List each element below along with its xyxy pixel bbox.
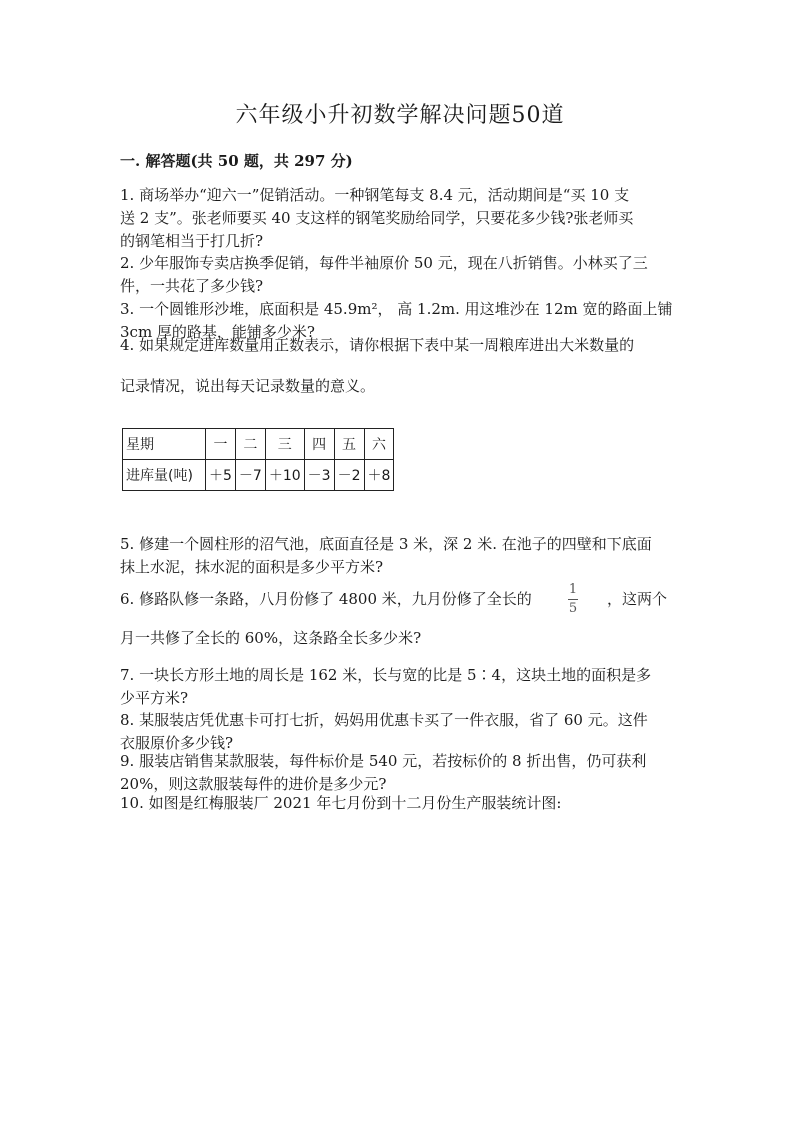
question-6-line: 月一共修了全长的 60%，这条路全长多少米?	[120, 629, 422, 647]
question-2	[120, 252, 680, 298]
question-4-line: 4. 如果规定进库数量用正数表示，请你根据下表中某一周粮库进出大米数量的	[120, 336, 635, 354]
fraction-one-fifth	[568, 582, 578, 617]
question-7-line: 少平方米?	[120, 689, 189, 707]
question-9	[120, 750, 680, 796]
question-6-text: ，这两个	[607, 590, 668, 608]
table-value-cell: ＋5	[206, 460, 236, 491]
question-8-line: 8. 某服装店凭优惠卡可打七折，妈妈用优惠卡买了一件衣服，省了 60 元。这件	[120, 711, 648, 729]
table-row	[123, 460, 394, 491]
question-3-line: 3cm 厚的路基，能铺多少米?	[120, 323, 315, 341]
table-value-cell: ＋10	[265, 460, 304, 491]
fraction-denominator: 5	[568, 601, 578, 616]
question-5	[120, 533, 680, 579]
question-7	[120, 664, 680, 710]
table-value-cell: －7	[235, 460, 265, 491]
question-10	[120, 792, 680, 815]
grain-storage-table	[122, 428, 394, 491]
question-8-line: 衣服原价多少钱?	[120, 734, 234, 752]
question-9-line: 9. 服装店销售某款服装，每件标价是 540 元，若按标价的 8 折出售，仍可获利	[120, 752, 647, 770]
table-day-cell: 六	[364, 429, 394, 460]
question-2-line: 件，一共花了多少钱?	[120, 277, 264, 295]
question-7-line: 7. 一块长方形土地的周长是 162 米，长与宽的比是 5∶4，这块土地的面积是多	[120, 666, 652, 684]
table-day-cell: 四	[304, 429, 334, 460]
question-1-line: 送 2 支”。张老师要买 40 支这样的钢笔奖励给同学，只要花多少钱?张老师买	[120, 209, 634, 227]
table-value-cell: ＋8	[364, 460, 394, 491]
table-day-cell: 五	[334, 429, 364, 460]
question-1	[120, 184, 680, 253]
question-6-text: 6. 修路队修一条路，八月份修了 4800 米，九月份修了全长的	[120, 590, 532, 608]
question-2-line: 2. 少年服饰专卖店换季促销，每件半袖原价 50 元，现在八折销售。小林买了三	[120, 254, 648, 272]
table-value-cell: －2	[334, 460, 364, 491]
question-1-line: 1. 商场举办“迎六一”促销活动。一种钢笔每支 8.4 元，活动期间是“买 10 支	[120, 186, 630, 204]
table-day-cell: 二	[235, 429, 265, 460]
table-header-cell: 星期	[123, 429, 206, 460]
question-8	[120, 709, 680, 755]
question-9-line: 20%，则这款服装每件的进价是多少元?	[120, 775, 387, 793]
table-day-cell: 三	[265, 429, 304, 460]
question-4	[120, 334, 680, 398]
question-6-line	[120, 588, 680, 611]
question-1-line: 的钢笔相当于打几折?	[120, 232, 264, 250]
page-title: 六年级小升初数学解决问题50道	[235, 103, 565, 128]
fraction-numerator: 1	[568, 582, 578, 597]
question-3-line: 3. 一个圆锥形沙堆，底面积是 45.9m²， 高 1.2m. 用这堆沙在 12m 宽的路面上铺	[120, 300, 673, 318]
question-5-line: 抹上水泥，抹水泥的面积是多少平方米?	[120, 558, 384, 576]
question-10-line: 10. 如图是红梅服装厂 2021 年七月份到十二月份生产服装统计图:	[120, 794, 562, 812]
fraction-bar	[568, 599, 578, 600]
question-4-line: 记录情况，说出每天记录数量的意义。	[120, 377, 376, 395]
section-heading: 一. 解答题(共 50 题，共 297 分)	[120, 152, 353, 170]
table-header-cell: 进库量(吨)	[123, 460, 206, 491]
table-value-cell: －3	[304, 460, 334, 491]
question-5-line: 5. 修建一个圆柱形的沼气池，底面直径是 3 米，深 2 米. 在池子的四壁和下底面	[120, 535, 652, 553]
question-6	[120, 582, 680, 648]
table-row	[123, 429, 394, 460]
table-day-cell: 一	[206, 429, 236, 460]
